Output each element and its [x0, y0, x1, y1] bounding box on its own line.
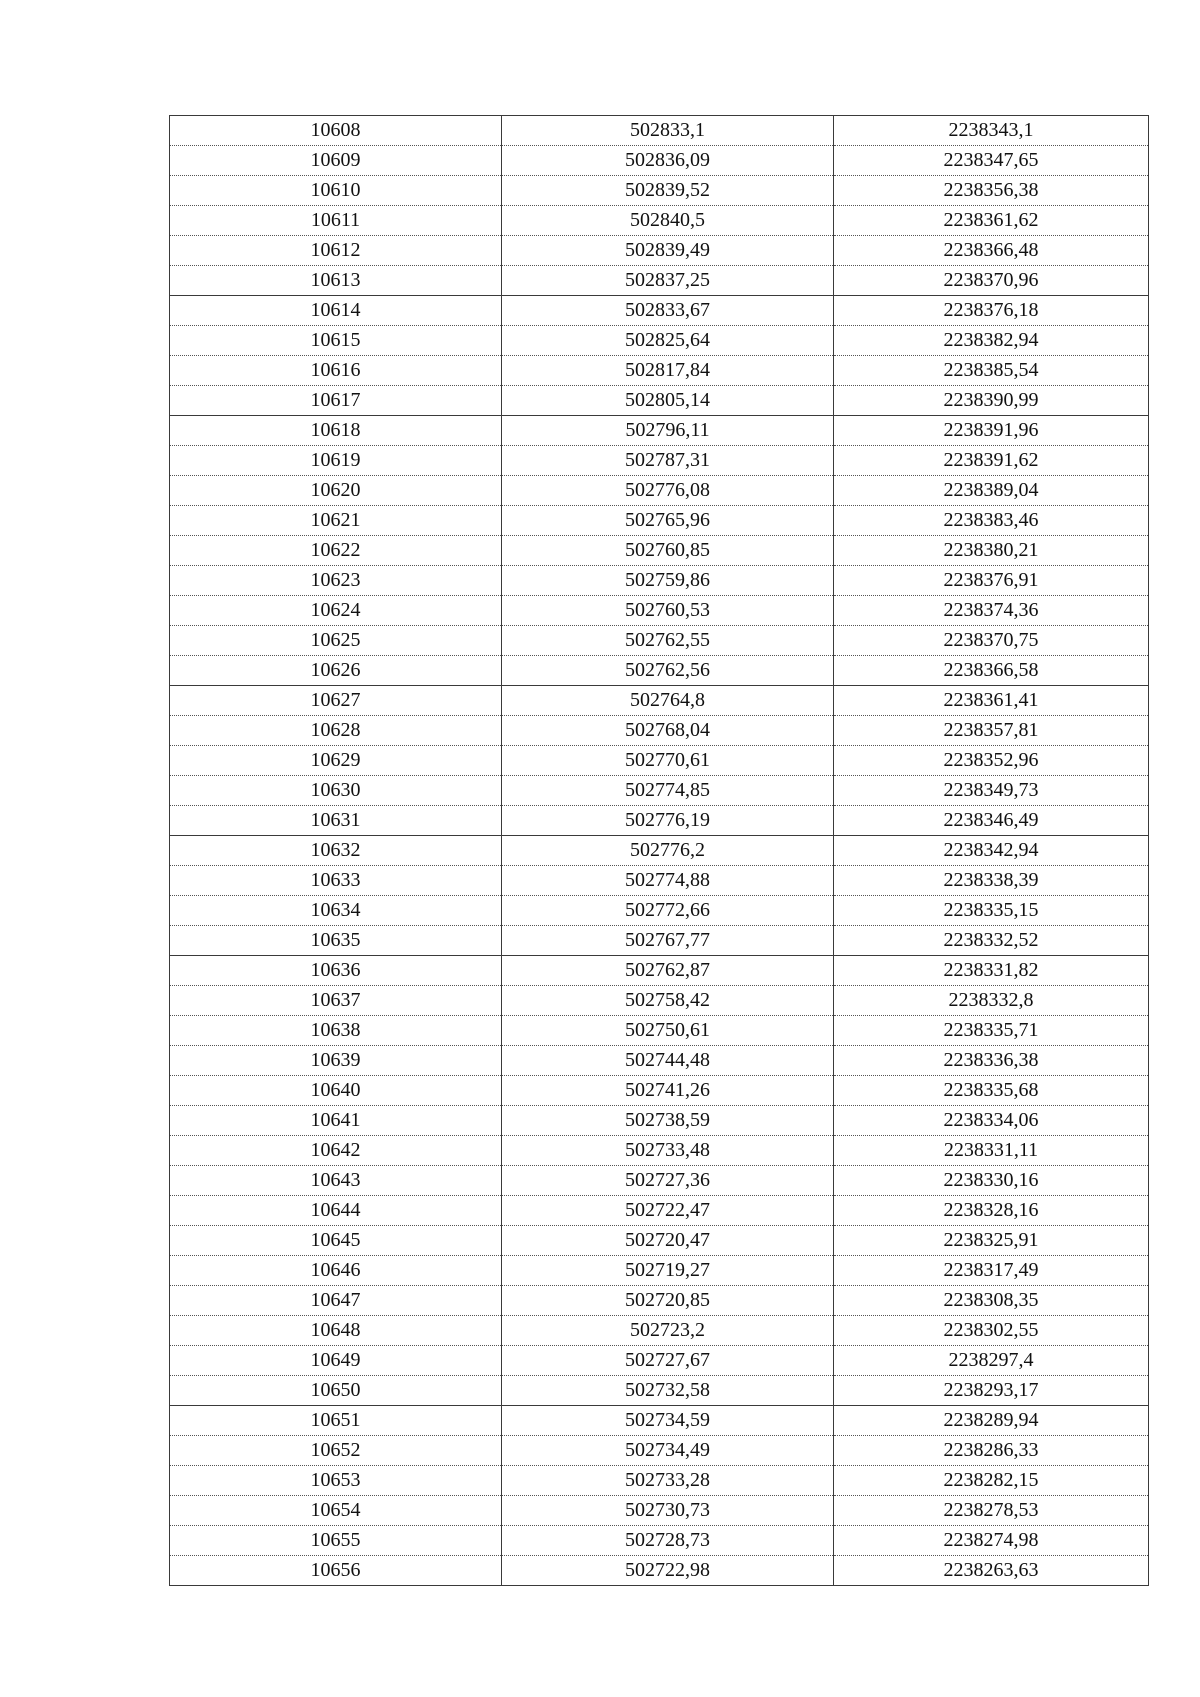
table-row [170, 866, 1149, 896]
table-row [170, 776, 1149, 806]
point-number-cell: 10639 [170, 1046, 502, 1076]
y-coordinate-cell: 2238278,53 [834, 1496, 1149, 1526]
x-coordinate-cell: 502734,59 [502, 1406, 834, 1436]
y-coordinate-cell: 2238331,82 [834, 956, 1149, 986]
y-coordinate-cell: 2238328,16 [834, 1196, 1149, 1226]
point-number-cell: 10652 [170, 1436, 502, 1466]
point-number-cell: 10613 [170, 266, 502, 296]
table-row [170, 1256, 1149, 1286]
y-coordinate-cell: 2238297,4 [834, 1346, 1149, 1376]
point-number-cell: 10650 [170, 1376, 502, 1406]
y-coordinate-cell: 2238331,11 [834, 1136, 1149, 1166]
point-number-cell: 10610 [170, 176, 502, 206]
point-number-cell: 10611 [170, 206, 502, 236]
point-number-cell: 10655 [170, 1526, 502, 1556]
table-row [170, 1196, 1149, 1226]
table-row [170, 896, 1149, 926]
y-coordinate-cell: 2238325,91 [834, 1226, 1149, 1256]
point-number-cell: 10653 [170, 1466, 502, 1496]
point-number-cell: 10656 [170, 1556, 502, 1586]
x-coordinate-cell: 502817,84 [502, 356, 834, 386]
table-row [170, 1106, 1149, 1136]
y-coordinate-cell: 2238385,54 [834, 356, 1149, 386]
table-row [170, 836, 1149, 866]
table-row [170, 986, 1149, 1016]
table-row [170, 1436, 1149, 1466]
x-coordinate-cell: 502762,55 [502, 626, 834, 656]
x-coordinate-cell: 502764,8 [502, 686, 834, 716]
y-coordinate-cell: 2238361,62 [834, 206, 1149, 236]
y-coordinate-cell: 2238349,73 [834, 776, 1149, 806]
x-coordinate-cell: 502723,2 [502, 1316, 834, 1346]
x-coordinate-cell: 502760,85 [502, 536, 834, 566]
y-coordinate-cell: 2238374,36 [834, 596, 1149, 626]
y-coordinate-cell: 2238343,1 [834, 116, 1149, 146]
x-coordinate-cell: 502776,2 [502, 836, 834, 866]
point-number-cell: 10648 [170, 1316, 502, 1346]
y-coordinate-cell: 2238391,62 [834, 446, 1149, 476]
x-coordinate-cell: 502840,5 [502, 206, 834, 236]
table-row [170, 626, 1149, 656]
table-row [170, 1136, 1149, 1166]
x-coordinate-cell: 502730,73 [502, 1496, 834, 1526]
point-number-cell: 10642 [170, 1136, 502, 1166]
table-row [170, 1406, 1149, 1436]
table-row [170, 1316, 1149, 1346]
table-row [170, 1076, 1149, 1106]
y-coordinate-cell: 2238389,04 [834, 476, 1149, 506]
y-coordinate-cell: 2238330,16 [834, 1166, 1149, 1196]
point-number-cell: 10625 [170, 626, 502, 656]
x-coordinate-cell: 502787,31 [502, 446, 834, 476]
table-row [170, 386, 1149, 416]
x-coordinate-cell: 502765,96 [502, 506, 834, 536]
y-coordinate-cell: 2238383,46 [834, 506, 1149, 536]
point-number-cell: 10608 [170, 116, 502, 146]
table-row [170, 176, 1149, 206]
x-coordinate-cell: 502776,08 [502, 476, 834, 506]
x-coordinate-cell: 502839,52 [502, 176, 834, 206]
y-coordinate-cell: 2238357,81 [834, 716, 1149, 746]
x-coordinate-cell: 502776,19 [502, 806, 834, 836]
x-coordinate-cell: 502727,36 [502, 1166, 834, 1196]
table-row [170, 1556, 1149, 1586]
table-row [170, 1286, 1149, 1316]
point-number-cell: 10624 [170, 596, 502, 626]
point-number-cell: 10634 [170, 896, 502, 926]
x-coordinate-cell: 502770,61 [502, 746, 834, 776]
point-number-cell: 10630 [170, 776, 502, 806]
table-row [170, 806, 1149, 836]
y-coordinate-cell: 2238382,94 [834, 326, 1149, 356]
point-number-cell: 10626 [170, 656, 502, 686]
point-number-cell: 10636 [170, 956, 502, 986]
table-row [170, 746, 1149, 776]
y-coordinate-cell: 2238346,49 [834, 806, 1149, 836]
point-number-cell: 10635 [170, 926, 502, 956]
y-coordinate-cell: 2238293,17 [834, 1376, 1149, 1406]
x-coordinate-cell: 502744,48 [502, 1046, 834, 1076]
y-coordinate-cell: 2238391,96 [834, 416, 1149, 446]
y-coordinate-cell: 2238347,65 [834, 146, 1149, 176]
x-coordinate-cell: 502762,87 [502, 956, 834, 986]
point-number-cell: 10629 [170, 746, 502, 776]
table-row [170, 926, 1149, 956]
table-row [170, 1346, 1149, 1376]
x-coordinate-cell: 502833,1 [502, 116, 834, 146]
y-coordinate-cell: 2238336,38 [834, 1046, 1149, 1076]
point-number-cell: 10641 [170, 1106, 502, 1136]
x-coordinate-cell: 502732,58 [502, 1376, 834, 1406]
table-row [170, 566, 1149, 596]
x-coordinate-cell: 502733,48 [502, 1136, 834, 1166]
table-row [170, 266, 1149, 296]
table-row [170, 236, 1149, 266]
table-row [170, 1496, 1149, 1526]
y-coordinate-cell: 2238274,98 [834, 1526, 1149, 1556]
table-row [170, 1226, 1149, 1256]
x-coordinate-cell: 502837,25 [502, 266, 834, 296]
x-coordinate-cell: 502839,49 [502, 236, 834, 266]
table-row [170, 956, 1149, 986]
table-row [170, 116, 1149, 146]
x-coordinate-cell: 502836,09 [502, 146, 834, 176]
point-number-cell: 10640 [170, 1076, 502, 1106]
table-row [170, 1376, 1149, 1406]
y-coordinate-cell: 2238376,18 [834, 296, 1149, 326]
table-row [170, 1466, 1149, 1496]
y-coordinate-cell: 2238338,39 [834, 866, 1149, 896]
table-row [170, 476, 1149, 506]
point-number-cell: 10618 [170, 416, 502, 446]
x-coordinate-cell: 502833,67 [502, 296, 834, 326]
y-coordinate-cell: 2238366,58 [834, 656, 1149, 686]
point-number-cell: 10627 [170, 686, 502, 716]
point-number-cell: 10614 [170, 296, 502, 326]
point-number-cell: 10633 [170, 866, 502, 896]
point-number-cell: 10631 [170, 806, 502, 836]
x-coordinate-cell: 502762,56 [502, 656, 834, 686]
x-coordinate-cell: 502720,85 [502, 1286, 834, 1316]
x-coordinate-cell: 502750,61 [502, 1016, 834, 1046]
x-coordinate-cell: 502772,66 [502, 896, 834, 926]
y-coordinate-cell: 2238335,71 [834, 1016, 1149, 1046]
x-coordinate-cell: 502760,53 [502, 596, 834, 626]
x-coordinate-cell: 502774,88 [502, 866, 834, 896]
y-coordinate-cell: 2238342,94 [834, 836, 1149, 866]
point-number-cell: 10628 [170, 716, 502, 746]
y-coordinate-cell: 2238302,55 [834, 1316, 1149, 1346]
x-coordinate-cell: 502727,67 [502, 1346, 834, 1376]
point-number-cell: 10643 [170, 1166, 502, 1196]
x-coordinate-cell: 502741,26 [502, 1076, 834, 1106]
point-number-cell: 10644 [170, 1196, 502, 1226]
table-row [170, 1166, 1149, 1196]
x-coordinate-cell: 502759,86 [502, 566, 834, 596]
x-coordinate-cell: 502767,77 [502, 926, 834, 956]
table-row [170, 686, 1149, 716]
table-row [170, 536, 1149, 566]
point-number-cell: 10647 [170, 1286, 502, 1316]
point-number-cell: 10612 [170, 236, 502, 266]
x-coordinate-cell: 502758,42 [502, 986, 834, 1016]
point-number-cell: 10632 [170, 836, 502, 866]
y-coordinate-cell: 2238380,21 [834, 536, 1149, 566]
y-coordinate-cell: 2238361,41 [834, 686, 1149, 716]
x-coordinate-cell: 502796,11 [502, 416, 834, 446]
table-row [170, 716, 1149, 746]
point-number-cell: 10649 [170, 1346, 502, 1376]
table-row [170, 416, 1149, 446]
coordinates-table [169, 115, 1149, 1586]
x-coordinate-cell: 502825,64 [502, 326, 834, 356]
table-row [170, 656, 1149, 686]
point-number-cell: 10646 [170, 1256, 502, 1286]
y-coordinate-cell: 2238282,15 [834, 1466, 1149, 1496]
coordinates-table-body [170, 116, 1149, 1586]
y-coordinate-cell: 2238263,63 [834, 1556, 1149, 1586]
x-coordinate-cell: 502720,47 [502, 1226, 834, 1256]
table-row [170, 1526, 1149, 1556]
x-coordinate-cell: 502719,27 [502, 1256, 834, 1286]
y-coordinate-cell: 2238335,68 [834, 1076, 1149, 1106]
x-coordinate-cell: 502774,85 [502, 776, 834, 806]
point-number-cell: 10620 [170, 476, 502, 506]
y-coordinate-cell: 2238317,49 [834, 1256, 1149, 1286]
y-coordinate-cell: 2238370,96 [834, 266, 1149, 296]
point-number-cell: 10615 [170, 326, 502, 356]
y-coordinate-cell: 2238334,06 [834, 1106, 1149, 1136]
x-coordinate-cell: 502728,73 [502, 1526, 834, 1556]
point-number-cell: 10637 [170, 986, 502, 1016]
y-coordinate-cell: 2238332,52 [834, 926, 1149, 956]
y-coordinate-cell: 2238335,15 [834, 896, 1149, 926]
point-number-cell: 10609 [170, 146, 502, 176]
table-row [170, 146, 1149, 176]
y-coordinate-cell: 2238390,99 [834, 386, 1149, 416]
x-coordinate-cell: 502734,49 [502, 1436, 834, 1466]
table-row [170, 596, 1149, 626]
table-row [170, 1016, 1149, 1046]
point-number-cell: 10651 [170, 1406, 502, 1436]
table-row [170, 206, 1149, 236]
table-row [170, 446, 1149, 476]
x-coordinate-cell: 502722,98 [502, 1556, 834, 1586]
table-row [170, 1046, 1149, 1076]
table-row [170, 356, 1149, 386]
y-coordinate-cell: 2238366,48 [834, 236, 1149, 266]
y-coordinate-cell: 2238356,38 [834, 176, 1149, 206]
y-coordinate-cell: 2238332,8 [834, 986, 1149, 1016]
y-coordinate-cell: 2238289,94 [834, 1406, 1149, 1436]
point-number-cell: 10623 [170, 566, 502, 596]
point-number-cell: 10621 [170, 506, 502, 536]
y-coordinate-cell: 2238308,35 [834, 1286, 1149, 1316]
table-row [170, 296, 1149, 326]
x-coordinate-cell: 502722,47 [502, 1196, 834, 1226]
point-number-cell: 10619 [170, 446, 502, 476]
point-number-cell: 10622 [170, 536, 502, 566]
y-coordinate-cell: 2238352,96 [834, 746, 1149, 776]
x-coordinate-cell: 502768,04 [502, 716, 834, 746]
point-number-cell: 10638 [170, 1016, 502, 1046]
point-number-cell: 10616 [170, 356, 502, 386]
y-coordinate-cell: 2238370,75 [834, 626, 1149, 656]
point-number-cell: 10617 [170, 386, 502, 416]
table-row [170, 506, 1149, 536]
y-coordinate-cell: 2238376,91 [834, 566, 1149, 596]
table-row [170, 326, 1149, 356]
x-coordinate-cell: 502738,59 [502, 1106, 834, 1136]
x-coordinate-cell: 502733,28 [502, 1466, 834, 1496]
y-coordinate-cell: 2238286,33 [834, 1436, 1149, 1466]
point-number-cell: 10654 [170, 1496, 502, 1526]
point-number-cell: 10645 [170, 1226, 502, 1256]
x-coordinate-cell: 502805,14 [502, 386, 834, 416]
